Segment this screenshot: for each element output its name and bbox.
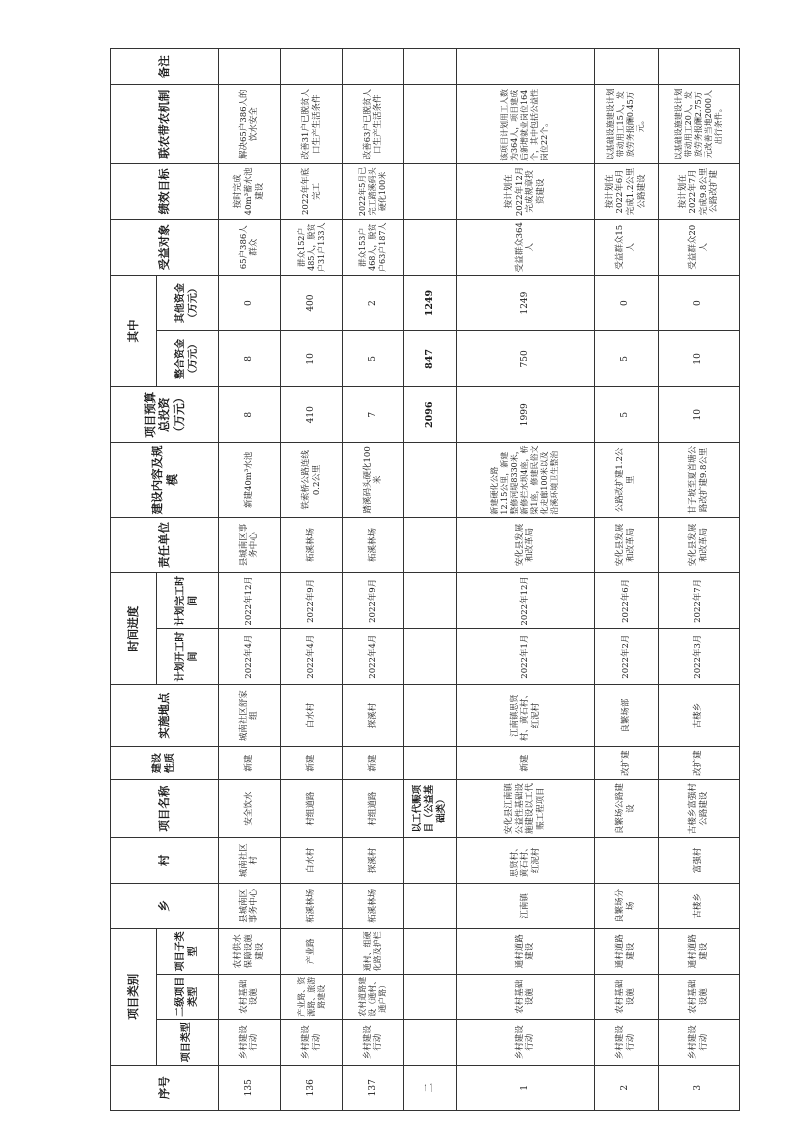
header-performance: 绩效目标 bbox=[111, 164, 219, 220]
cell-plan-end: 2022年6月 bbox=[594, 573, 658, 629]
cell-responsible: 安化县发展和改革局 bbox=[594, 517, 658, 573]
cell-location: 探溪村 bbox=[343, 685, 403, 747]
cell-seq: 137 bbox=[343, 1065, 403, 1110]
cell-content: 公路改扩建1.2公里 bbox=[594, 443, 658, 517]
cell-township: 古楼乡 bbox=[658, 883, 739, 928]
cell-nature: 新建 bbox=[457, 747, 594, 780]
header-seq: 序号 bbox=[111, 1065, 219, 1110]
cell-mechanism: 改善63户已脱贫人口生产生活条件 bbox=[343, 85, 403, 164]
cell-township: 江南镇 bbox=[457, 883, 594, 928]
cell-integrated: 10 bbox=[658, 331, 739, 387]
cell-integrated: 5 bbox=[343, 331, 403, 387]
table-row bbox=[457, 49, 594, 1111]
cell-beneficiaries: 受益群众15人 bbox=[594, 219, 658, 275]
header-of-which: 其中 bbox=[111, 275, 157, 387]
cell-cat-sub: 通村、组硬化路及护栏 bbox=[343, 929, 403, 974]
cell-beneficiaries: 受益群众20人 bbox=[658, 219, 739, 275]
cell-village bbox=[594, 838, 658, 883]
cell-cat-type: 乡村建设行动 bbox=[343, 1020, 403, 1065]
cell-project-name: 良繁场公路建设 bbox=[594, 780, 658, 838]
cell-plan-end: 2022年12月 bbox=[219, 573, 281, 629]
cell-seq: 2 bbox=[594, 1065, 658, 1110]
cell-budget: 410 bbox=[280, 387, 343, 443]
cell-beneficiaries: 群众153户468人，脱贫户63户187人 bbox=[343, 219, 403, 275]
cell-responsible: 县城南区事务中心 bbox=[219, 517, 281, 573]
cell-nature: 新建 bbox=[280, 747, 343, 780]
header-beneficiaries: 受益对象 bbox=[111, 219, 219, 275]
cell-cat-level2: 农村基础设施 bbox=[594, 974, 658, 1019]
cell-seq: 136 bbox=[280, 1065, 343, 1110]
cell-project-name: 村组道路 bbox=[280, 780, 343, 838]
cell-responsible: 安化县发展和改革局 bbox=[457, 517, 594, 573]
cell-responsible: 柘溪林场 bbox=[343, 517, 403, 573]
table-row bbox=[219, 49, 281, 1111]
cell-location: 古楼乡 bbox=[658, 685, 739, 747]
header-cat-sub: 项目子类型 bbox=[157, 929, 219, 974]
cell-budget: 7 bbox=[343, 387, 403, 443]
cell-remarks bbox=[219, 49, 281, 85]
table-row bbox=[594, 49, 658, 1111]
cell-township: 柘溪林场 bbox=[343, 883, 403, 928]
header-other-funds: 其他资金（万元） bbox=[157, 275, 219, 331]
cell-remarks bbox=[343, 49, 403, 85]
table-row bbox=[658, 49, 739, 1111]
cell-budget: 5 bbox=[594, 387, 658, 443]
cell-section-title: 以工代赈项目（公益基础类） bbox=[403, 780, 456, 838]
cell-mechanism: 解决65户386人的饮水安全 bbox=[219, 85, 281, 164]
cell-integrated: 5 bbox=[594, 331, 658, 387]
cell-beneficiaries: 65户386人群众 bbox=[219, 219, 281, 275]
cell-budget: 10 bbox=[658, 387, 739, 443]
header-content: 建设内容及规模 bbox=[111, 443, 219, 517]
header-village: 村 bbox=[111, 838, 219, 883]
cell-content: 新建硬化公路12.15公里，新建整修河堤8330米，新修拦水坝4座，桥梁1座，修建民俗文化走廊100米以及沿溪环境卫生整治 bbox=[457, 443, 594, 517]
cell-cat-sub: 通村道路建设 bbox=[658, 929, 739, 974]
cell-cat-sub: 通村道路建设 bbox=[457, 929, 594, 974]
cell-plan-start: 2022年2月 bbox=[594, 629, 658, 685]
cell-cat-type: 乡村建设行动 bbox=[594, 1020, 658, 1065]
cell-budget: 8 bbox=[219, 387, 281, 443]
cell-cat-type: 乡村建设行动 bbox=[219, 1020, 281, 1065]
cell-seq: 1 bbox=[457, 1065, 594, 1110]
cell-village: 白水村 bbox=[280, 838, 343, 883]
cell-plan-start: 2022年4月 bbox=[343, 629, 403, 685]
cell-other: 0 bbox=[658, 275, 739, 331]
cell-project-name: 安全饮水 bbox=[219, 780, 281, 838]
cell-project-name: 古楼乡富强村公路建设 bbox=[658, 780, 739, 838]
cell-location: 良繁场部 bbox=[594, 685, 658, 747]
header-remarks: 备注 bbox=[111, 49, 219, 85]
cell-other: 2 bbox=[343, 275, 403, 331]
cell-plan-end: 2022年7月 bbox=[658, 573, 739, 629]
cell-other: 1249 bbox=[403, 275, 456, 331]
header-cat-type: 项目类型 bbox=[157, 1020, 219, 1065]
header-budget: 项目预算总投资（万元） bbox=[111, 387, 219, 443]
cell-budget: 2096 bbox=[403, 387, 456, 443]
header-plan-end: 计划完工时间 bbox=[157, 573, 219, 629]
cell-plan-start: 2022年3月 bbox=[658, 629, 739, 685]
cell-performance: 按计划在2022年7月完成9.8公里公路改扩建 bbox=[658, 164, 739, 220]
cell-content: 踏溪码头硬化100米 bbox=[343, 443, 403, 517]
cell-cat-sub: 产业路 bbox=[280, 929, 343, 974]
cell-cat-level2: 农村基础设施 bbox=[219, 974, 281, 1019]
section-row bbox=[403, 49, 456, 1111]
cell-location: 江南镇思贤村、黄石村、红泥村 bbox=[457, 685, 594, 747]
cell-cat-level2: 农村基础设施 bbox=[658, 974, 739, 1019]
header-responsible: 责任单位 bbox=[111, 517, 219, 573]
cell-cat-level2: 农村道路建设（通村、通户路） bbox=[343, 974, 403, 1019]
cell-remarks bbox=[457, 49, 594, 85]
cell-township: 县城南区事务中心 bbox=[219, 883, 281, 928]
cell-integrated: 847 bbox=[403, 331, 456, 387]
header-nature: 建设性质 bbox=[111, 747, 219, 780]
cell-performance: 按计划在2022年12月完成规章投资建设 bbox=[457, 164, 594, 220]
cell-performance: 2022年年底完工 bbox=[280, 164, 343, 220]
cell-cat-level2: 产业路、资源路、旅游路建设 bbox=[280, 974, 343, 1019]
header-location: 实施地点 bbox=[111, 685, 219, 747]
cell-village: 城南社区村 bbox=[219, 838, 281, 883]
cell-mechanism: 改善31户已脱贫人口生产生活条件 bbox=[280, 85, 343, 164]
header-project-name: 项目名称 bbox=[111, 780, 219, 838]
header-category: 项目类别 bbox=[111, 929, 157, 1065]
cell-village: 富强村 bbox=[658, 838, 739, 883]
header-plan-start: 计划开工时间 bbox=[157, 629, 219, 685]
cell-location: 白水村 bbox=[280, 685, 343, 747]
cell-plan-end: 2022年9月 bbox=[280, 573, 343, 629]
cell-mechanism: 以基础设施建设计划带动用工15人，发放劳务报酬0.45万元。 bbox=[594, 85, 658, 164]
table-row bbox=[280, 49, 343, 1111]
cell-content: 铁索桥公路连线0.2公里 bbox=[280, 443, 343, 517]
cell-other: 0 bbox=[219, 275, 281, 331]
project-table bbox=[110, 48, 740, 1111]
header-integrated-funds: 整合资金（万元） bbox=[157, 331, 219, 387]
cell-cat-level2: 农村基础设施 bbox=[457, 974, 594, 1019]
cell-seq: 3 bbox=[658, 1065, 739, 1110]
cell-seq: 135 bbox=[219, 1065, 281, 1110]
cell-township: 良繁场分场 bbox=[594, 883, 658, 928]
cell-budget: 1999 bbox=[457, 387, 594, 443]
cell-integrated: 8 bbox=[219, 331, 281, 387]
cell-cat-type: 乡村建设行动 bbox=[457, 1020, 594, 1065]
cell-plan-start: 2022年4月 bbox=[219, 629, 281, 685]
table-row bbox=[343, 49, 403, 1111]
cell-location: 城南社区舒家组 bbox=[219, 685, 281, 747]
cell-other: 0 bbox=[594, 275, 658, 331]
cell-nature: 新建 bbox=[343, 747, 403, 780]
cell-responsible: 柘溪林场 bbox=[280, 517, 343, 573]
cell-village: 探溪村 bbox=[343, 838, 403, 883]
cell-township: 柘溪林场 bbox=[280, 883, 343, 928]
cell-project-name: 村组道路 bbox=[343, 780, 403, 838]
cell-village: 思贤村、黄石村、红泥村 bbox=[457, 838, 594, 883]
cell-seq: 二 bbox=[403, 1065, 456, 1110]
cell-remarks bbox=[280, 49, 343, 85]
cell-integrated: 750 bbox=[457, 331, 594, 387]
cell-beneficiaries: 群众152户485人，脱贫户31户133人 bbox=[280, 219, 343, 275]
cell-nature: 改扩建 bbox=[594, 747, 658, 780]
cell-mechanism: 该项目计划用工人数为364人，项目建成后新增就业岗位164个，其中包括公益性岗位22个。 bbox=[457, 85, 594, 164]
cell-beneficiaries: 受益群众364人 bbox=[457, 219, 594, 275]
cell-plan-start: 2022年1月 bbox=[457, 629, 594, 685]
header-schedule: 时间进度 bbox=[111, 573, 157, 685]
cell-nature: 新建 bbox=[219, 747, 281, 780]
cell-plan-start: 2022年4月 bbox=[280, 629, 343, 685]
cell-plan-end: 2022年9月 bbox=[343, 573, 403, 629]
cell-cat-sub: 通村道路建设 bbox=[594, 929, 658, 974]
cell-content: 甘子坡至夏首塘公路改扩建9.8公里 bbox=[658, 443, 739, 517]
cell-integrated: 10 bbox=[280, 331, 343, 387]
cell-remarks bbox=[658, 49, 739, 85]
cell-cat-type: 乡村建设行动 bbox=[658, 1020, 739, 1065]
cell-cat-type: 乡村建设行动 bbox=[280, 1020, 343, 1065]
cell-performance: 2022年5月已完工踏溪码头硬化100米 bbox=[343, 164, 403, 220]
cell-performance: 按时完成40m³蓄水池建设 bbox=[219, 164, 281, 220]
cell-nature: 改扩建 bbox=[658, 747, 739, 780]
header-mechanism: 联农带农机制 bbox=[111, 85, 219, 164]
cell-cat-sub: 农村供水保障设施建设 bbox=[219, 929, 281, 974]
cell-other: 1249 bbox=[457, 275, 594, 331]
header-cat-level2: 二级项目类型 bbox=[157, 974, 219, 1019]
cell-project-name: 安化县江南镇公益性基础设施建设以工代赈工程项目 bbox=[457, 780, 594, 838]
cell-other: 400 bbox=[280, 275, 343, 331]
cell-remarks bbox=[594, 49, 658, 85]
cell-performance: 按计划在2022年6月完成1.2公里公路建设 bbox=[594, 164, 658, 220]
cell-mechanism: 以基础设施建设计划带动用工20人，发放劳务报酬2.75万元改善当地2000人出行条件。 bbox=[658, 85, 739, 164]
cell-plan-end: 2022年12月 bbox=[457, 573, 594, 629]
rotated-table-page bbox=[110, 48, 740, 1111]
header-township: 乡 bbox=[111, 883, 219, 928]
cell-responsible: 安化县发展和改革局 bbox=[658, 517, 739, 573]
cell-content: 新建40m³水池 bbox=[219, 443, 281, 517]
